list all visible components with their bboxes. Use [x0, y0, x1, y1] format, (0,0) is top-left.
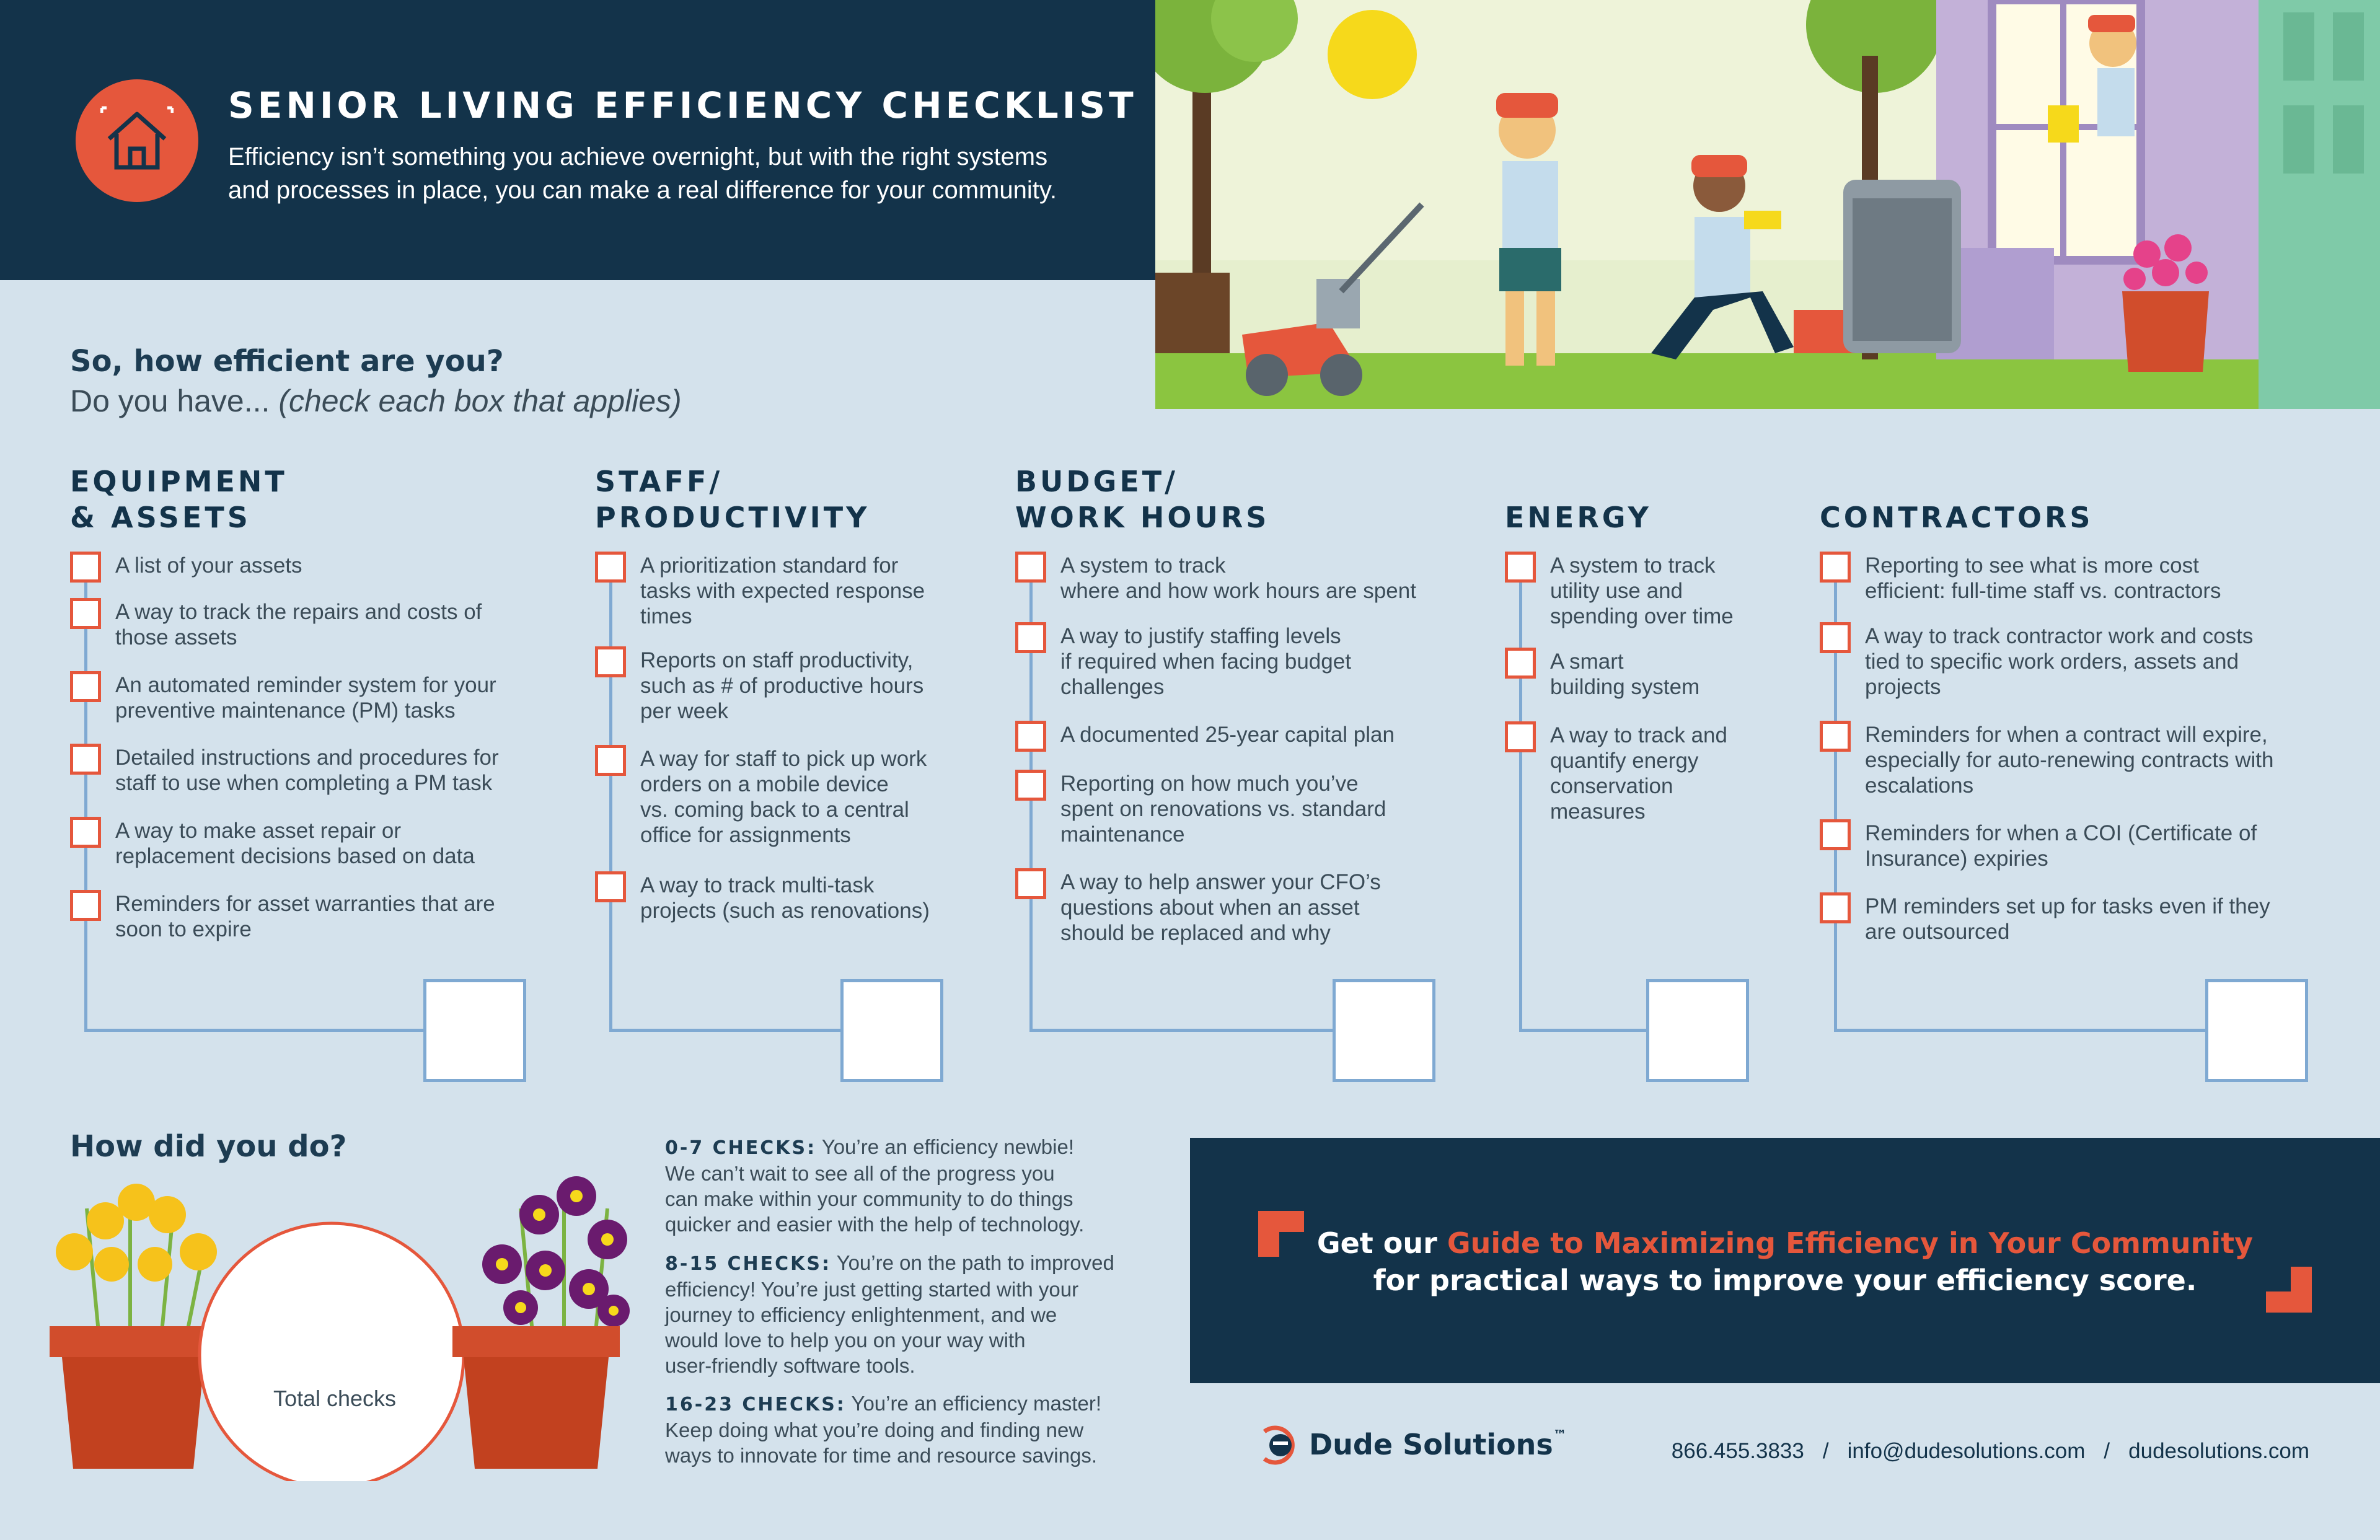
checklist-item-line: A system to track: [1550, 553, 1716, 578]
result-tier-line: can make within your community to do things: [665, 1187, 1073, 1210]
checklist-item-line: quantify energy: [1550, 749, 1699, 773]
column-heading-line: ENERGY: [1505, 501, 1652, 534]
header-banner: [0, 0, 1190, 280]
brand-name: Dude Solutions: [1309, 1428, 1553, 1461]
result-tier-line: [665, 1391, 1161, 1417]
checklist-item-label: [1550, 723, 1727, 824]
checklist-item-line: utility use and: [1550, 579, 1683, 603]
checklist-item-line: questions about when an asset: [1060, 895, 1360, 920]
result-range: 16-23 CHECKS:: [665, 1394, 846, 1415]
checklist-item-label: [1060, 722, 1395, 747]
checklist-column: [595, 464, 870, 535]
total-checks-circle: [200, 1223, 464, 1481]
trademark: ™: [1553, 1428, 1567, 1443]
column-heading-line: STAFF/: [595, 465, 723, 498]
checklist-item-line: escalations: [1865, 773, 1974, 798]
column-heading-line: & ASSETS: [70, 501, 251, 534]
checklist-item-label: [1060, 553, 1416, 604]
result-tier-line: quicker and easier with the help of technology.: [665, 1213, 1085, 1236]
checklist-item-label: [1060, 869, 1381, 946]
checklist-item-line: spending over time: [1550, 604, 1734, 628]
column-heading-line: EQUIPMENT: [70, 465, 288, 498]
result-tier-line: efficiency! You’re just getting started with your: [665, 1278, 1079, 1301]
checklist-item-label: [640, 553, 925, 629]
tree-line: [84, 583, 87, 1029]
results-graphic: [50, 1171, 632, 1481]
result-tier-line: Keep doing what you’re doing and finding new: [665, 1419, 1084, 1441]
result-tier: [665, 1391, 1161, 1468]
column-heading-text: [70, 464, 288, 535]
checklist-item-label: [1865, 553, 2221, 604]
checkbox[interactable]: [1015, 721, 1046, 752]
checklist-item-label: [1550, 649, 1699, 700]
checklist-item-line: preventive maintenance (PM) tasks: [115, 698, 456, 723]
checklist-item-line: per week: [640, 699, 729, 723]
checklist-item-line: A prioritization standard for: [640, 553, 899, 578]
checklist-item-line: Detailed instructions and procedures for: [115, 746, 499, 770]
checklist-item-line: An automated reminder system for your: [115, 673, 496, 697]
purple-flowers-icon: [482, 1176, 630, 1339]
column-total-box[interactable]: [1333, 979, 1435, 1082]
checkbox[interactable]: [1015, 770, 1046, 801]
column-heading-text: [1505, 499, 1652, 535]
checklist-item-line: A documented 25-year capital plan: [1060, 723, 1395, 747]
checklist-item-label: [640, 648, 923, 724]
phone-number[interactable]: 866.455.3833: [1671, 1439, 1804, 1463]
column-heading-text: [1820, 499, 2094, 535]
column-total-box[interactable]: [423, 979, 526, 1082]
question-subtitle: [70, 383, 682, 419]
checkbox[interactable]: [1505, 648, 1536, 679]
total-checks-label: Total checks: [273, 1386, 397, 1411]
checkbox[interactable]: [70, 552, 101, 583]
dude-face-icon: [1258, 1424, 1299, 1465]
result-tier-line: user-friendly software tools.: [665, 1354, 915, 1377]
logo-badge: [76, 79, 198, 202]
checklist-item-line: spent on renovations vs. standard: [1060, 797, 1386, 821]
checklist-item-line: challenges: [1060, 675, 1165, 699]
checklist-item-label: [1060, 771, 1386, 847]
checklist-column: [1820, 464, 2094, 535]
checklist-item-line: A way to help answer your CFO’s: [1060, 870, 1381, 894]
results-title: How did you do?: [70, 1129, 347, 1164]
result-tier-line: We can’t wait to see all of the progress you: [665, 1162, 1055, 1185]
checklist-item-line: such as # of productive hours: [640, 674, 924, 698]
column-heading: [1820, 464, 2094, 535]
column-total-box[interactable]: [1646, 979, 1749, 1082]
checklist-item-line: Reporting on how much you’ve: [1060, 772, 1359, 796]
checklist-item-line: A smart: [1550, 649, 1624, 674]
checklist-item-line: Reminders for when a contract will expire,: [1865, 723, 2268, 747]
checklist-item-line: A way to justify staffing levels: [1060, 624, 1341, 648]
checklist-item-line: Insurance) expiries: [1865, 847, 2048, 871]
column-heading: [70, 464, 288, 535]
checklist-item-line: A way to track and: [1550, 723, 1727, 747]
column-heading-line: PRODUCTIVITY: [595, 501, 870, 534]
checklist-item-label: [1865, 623, 2253, 700]
maintenance-illustration: [1155, 0, 2380, 409]
page-subtitle: [228, 140, 1170, 207]
separator: /: [1822, 1439, 1829, 1463]
separator: /: [2104, 1439, 2110, 1463]
cta-line-2: for practical ways to improve your efficiency score.: [1373, 1264, 2197, 1297]
checklist-item-line: staff to use when completing a PM task: [115, 771, 493, 795]
tree-line: [1519, 1029, 1646, 1032]
checklist-item-label: [1865, 722, 2273, 798]
checklist-item-line: A way to make asset repair or: [115, 819, 402, 843]
checkbox[interactable]: [1820, 721, 1851, 752]
question-lead: Do you have...: [70, 384, 270, 418]
tree-line: [1029, 1029, 1333, 1032]
checklist-item-line: PM reminders set up for tasks even if they: [1865, 894, 2270, 918]
right-flower-pot: [452, 1326, 620, 1469]
checkbox[interactable]: [595, 552, 626, 583]
result-tier-line: ways to innovate for time and resource savings.: [665, 1444, 1098, 1467]
checklist-item-line: Reminders for asset warranties that are: [115, 892, 495, 916]
tree-line: [1834, 1029, 2205, 1032]
checklist-item-line: if required when facing budget: [1060, 649, 1351, 674]
checklist-item-line: should be replaced and why: [1060, 921, 1331, 945]
column-heading-line: BUDGET/: [1015, 465, 1178, 498]
checklist-item-line: A way to track contractor work and costs: [1865, 624, 2254, 648]
checklist-item-label: [640, 873, 930, 923]
checklist-item-line: are outsourced: [1865, 920, 2010, 944]
checklist-column: [1015, 464, 1269, 535]
result-range: 8-15 CHECKS:: [665, 1253, 832, 1275]
checklist-item-label: [115, 553, 302, 578]
checklist-item-line: where and how work hours are spent: [1060, 579, 1416, 603]
column-heading-line: WORK HOURS: [1015, 501, 1270, 534]
result-text: You’re an efficiency newbie!: [816, 1135, 1074, 1158]
checkbox[interactable]: [70, 598, 101, 629]
checkbox[interactable]: [1015, 868, 1046, 899]
checkbox[interactable]: [1820, 622, 1851, 653]
checkbox[interactable]: [1015, 622, 1046, 653]
cta-prefix: Get our: [1316, 1226, 1447, 1260]
column-total-box[interactable]: [840, 979, 943, 1082]
checklist-item-label: [1865, 821, 2257, 871]
checklist-item-label: [1060, 623, 1351, 700]
sun-icon: [1328, 10, 1417, 99]
guide-link[interactable]: Guide to Maximizing Efficiency in Your Community: [1447, 1226, 2254, 1260]
checkbox[interactable]: [1820, 892, 1851, 923]
result-range: 0-7 CHECKS:: [665, 1137, 817, 1159]
brand-logo[interactable]: [1258, 1424, 1567, 1465]
checkbox[interactable]: [1015, 552, 1046, 583]
result-text: You’re an efficiency master!: [845, 1392, 1102, 1415]
checklist-item-line: measures: [1550, 799, 1646, 824]
checklist-item-line: maintenance: [1060, 822, 1185, 847]
column-heading: [595, 464, 870, 535]
cta-banner[interactable]: [1190, 1138, 2380, 1383]
checklist-item-line: A list of your assets: [115, 553, 302, 578]
checklist-item-label: [115, 599, 482, 650]
checklist-item-line: projects: [1865, 675, 1941, 699]
checkbox[interactable]: [595, 871, 626, 902]
yellow-flowers-icon: [56, 1184, 217, 1339]
checklist-item-line: A system to track: [1060, 553, 1226, 578]
column-heading: [1015, 464, 1269, 535]
result-tier-line: would love to help you on your way with: [665, 1329, 1026, 1352]
checklist-item-line: soon to expire: [115, 917, 252, 941]
checklist-item-line: A way to track the repairs and costs of: [115, 600, 482, 624]
page-title: SENIOR LIVING EFFICIENCY CHECKLIST: [228, 84, 1137, 126]
checklist-item-line: office for assignments: [640, 823, 851, 847]
left-flower-pot: [50, 1326, 217, 1469]
cta-line-1: [1190, 1225, 2380, 1262]
checkbox[interactable]: [70, 744, 101, 775]
checklist-item-line: replacement decisions based on data: [115, 844, 475, 868]
checklist-column: [70, 464, 288, 535]
checklist-column: [1505, 464, 1652, 535]
checklist-item-line: Reports on staff productivity,: [640, 648, 914, 672]
checkbox[interactable]: [1505, 721, 1536, 752]
checklist-item-label: [1865, 894, 2270, 944]
column-heading-line: CONTRACTORS: [1820, 501, 2094, 534]
checkbox[interactable]: [595, 646, 626, 677]
checklist-item-line: building system: [1550, 675, 1700, 699]
column-total-box[interactable]: [2205, 979, 2308, 1082]
checklist-item-label: [1550, 553, 1734, 629]
tree-line: [84, 1029, 423, 1032]
checklist-item-line: times: [640, 604, 692, 628]
checklist-item-line: projects (such as renovations): [640, 899, 930, 923]
checklist-item-label: [115, 818, 475, 869]
result-tier: [665, 1250, 1161, 1378]
checklist-item-line: tasks with expected response: [640, 579, 925, 603]
checklist-item-line: tied to specific work orders, assets and: [1865, 649, 2239, 674]
website-link[interactable]: dudesolutions.com: [2128, 1439, 2309, 1463]
checkbox[interactable]: [1505, 552, 1536, 583]
house-icon: [100, 104, 174, 177]
checkbox[interactable]: [70, 890, 101, 921]
result-tier: [665, 1134, 1161, 1237]
column-heading-text: [595, 464, 870, 535]
checklist-item-line: efficient: full-time staff vs. contractors: [1865, 579, 2221, 603]
cta-text: [1190, 1225, 2380, 1299]
column-heading: [1505, 464, 1652, 535]
checklist-item-line: A way to track multi-task: [640, 873, 875, 897]
contact-info: [1672, 1439, 2309, 1464]
question-instruction: (check each box that applies): [278, 384, 682, 418]
checklist-item-line: A way for staff to pick up work: [640, 747, 927, 771]
checklist-item-label: [640, 746, 927, 848]
checklist-item-line: vs. coming back to a central: [640, 798, 909, 822]
checklist-item-label: [115, 891, 495, 942]
result-tier-line: journey to efficiency enlightenment, and we: [665, 1303, 1057, 1326]
checkbox[interactable]: [595, 745, 626, 776]
checkbox[interactable]: [70, 817, 101, 848]
checkbox[interactable]: [70, 671, 101, 702]
subtitle-line: and processes in place, you can make a real difference for your community.: [228, 177, 1057, 204]
checklist-item-line: those assets: [115, 625, 237, 649]
checklist-item-line: Reminders for when a COI (Certificate of: [1865, 821, 2257, 845]
checklist-item-line: conservation: [1550, 774, 1673, 798]
tree-line: [609, 1029, 840, 1032]
checklist-item-label: [115, 745, 499, 796]
checklist-item-line: especially for auto-renewing contracts with: [1865, 748, 2274, 772]
checklist-item-line: Reporting to see what is more cost: [1865, 553, 2199, 578]
email-link[interactable]: info@dudesolutions.com: [1847, 1439, 2086, 1463]
checkbox[interactable]: [1820, 819, 1851, 850]
checklist-item-line: orders on a mobile device: [640, 772, 889, 796]
result-tier-line: [665, 1250, 1161, 1277]
result-tier-line: [665, 1134, 1161, 1161]
checklist-item-label: [115, 672, 496, 723]
checkbox[interactable]: [1820, 552, 1851, 583]
subtitle-line: Efficiency isn’t something you achieve overnight, but with the right systems: [228, 143, 1048, 170]
column-heading-text: [1015, 464, 1269, 535]
question-title: So, how efficient are you?: [70, 344, 504, 379]
result-text: You’re on the path to improved: [831, 1251, 1114, 1274]
